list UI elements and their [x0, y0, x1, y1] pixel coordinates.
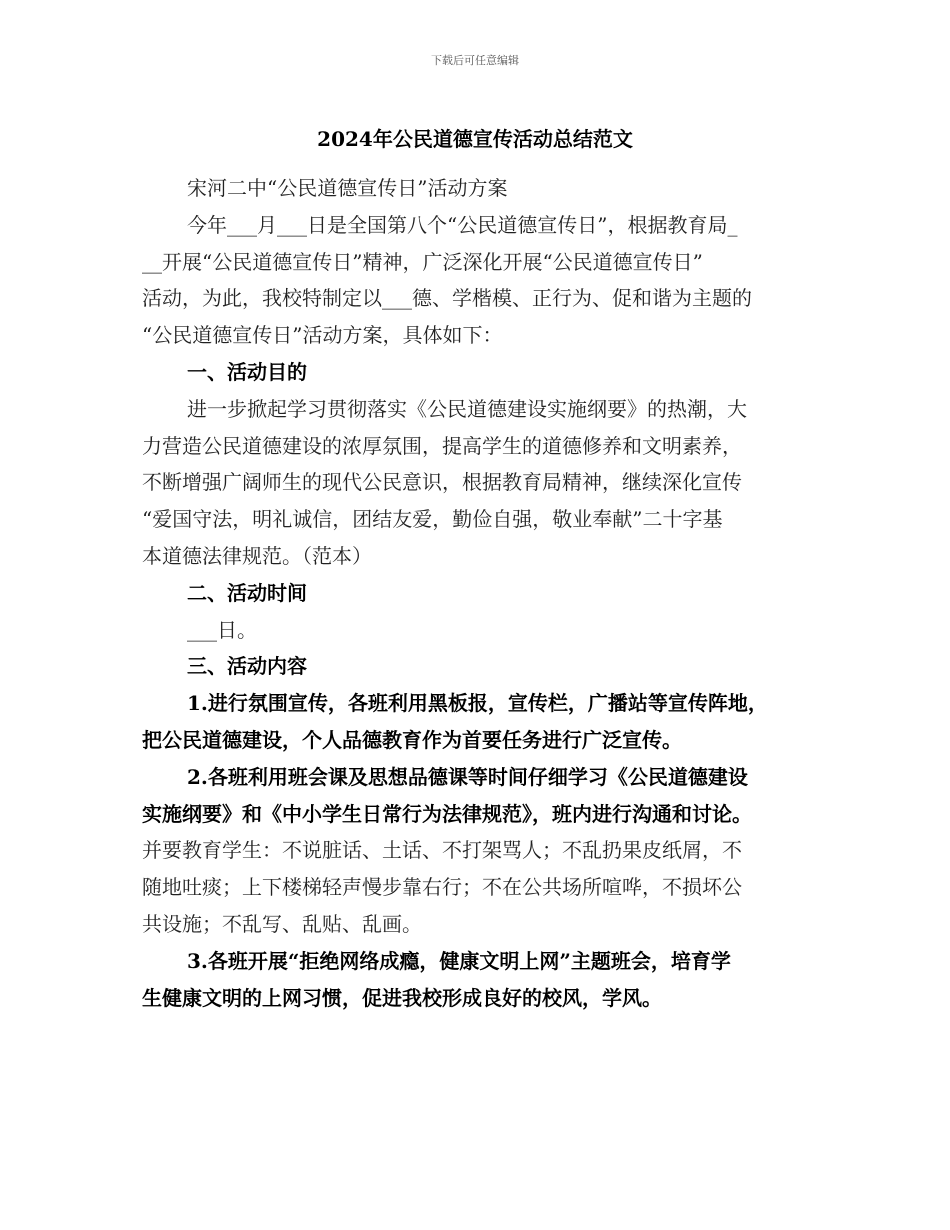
body-text-line: __开展“公民道德宣传日”精神，广泛深化开展“公民道德宣传日” — [142, 249, 703, 274]
section-heading: 三、活动内容 — [187, 654, 307, 679]
section-heading: 二、活动时间 — [187, 580, 307, 605]
body-text-line: 实施纲要》和《中小学生日常行为法律规范》，班内进行沟通和讨论。 — [142, 801, 752, 826]
body-text-line: 1.进行氛围宣传，各班利用黑板报，宣传栏，广播站等宣传阵地， — [187, 691, 768, 716]
body-text-line: 3.各班开展“拒绝网络成瘾，健康文明上网”主题班会，培育学 — [187, 948, 731, 973]
document-title: 2024年公民道德宣传活动总结范文 — [317, 127, 633, 151]
document-body — [142, 170, 822, 1016]
body-text-line: 2.各班利用班会课及思想品德课等时间仔细学习《公民道德建设 — [187, 764, 748, 789]
body-text-line: 并要教育学生：不说脏话、土话、不打架骂人；不乱扔果皮纸屑，不 — [142, 838, 742, 863]
section-heading: 一、活动目的 — [187, 359, 307, 384]
body-text-line: 随地吐痰；上下楼梯轻声慢步靠右行；不在公共场所喧哗，不损坏公 — [142, 875, 742, 900]
body-text-line: 宋河二中“公民道德宣传日”活动方案 — [187, 176, 508, 200]
body-text-line: 本道德法律规范。（范本） — [142, 543, 372, 568]
body-text-line: 共设施；不乱写、乱贴、乱画。 — [142, 911, 422, 936]
body-text-line: ___日。 — [187, 617, 257, 642]
body-text-line: 不断增强广阔师生的现代公民意识，根据教育局精神，继续深化宣传 — [142, 470, 742, 495]
header-note: 下载后可任意编辑 — [431, 54, 519, 67]
body-text-line: 进一步掀起学习贯彻落实《公民道德建设实施纲要》的热潮，大 — [187, 396, 747, 421]
body-text-line: 力营造公民道德建设的浓厚氛围，提高学生的道德修养和文明素养， — [142, 433, 742, 458]
body-text-line: “爱国守法，明礼诚信，团结友爱，勤俭自强，敬业奉献”二十字基 — [142, 507, 723, 532]
body-text-line: 今年___月___日是全国第八个“公民道德宣传日”，根据教育局_ — [187, 212, 738, 237]
body-text-line: 活动，为此，我校特制定以___德、学楷模、正行为、促和谐为主题的 — [142, 286, 752, 311]
body-text-line: 把公民道德建设，个人品德教育作为首要任务进行广泛宣传。 — [142, 727, 682, 752]
body-text-line: “公民道德宣传日”活动方案，具体如下： — [142, 323, 503, 348]
body-text-line: 生健康文明的上网习惯，促进我校形成良好的校风，学风。 — [142, 985, 662, 1010]
